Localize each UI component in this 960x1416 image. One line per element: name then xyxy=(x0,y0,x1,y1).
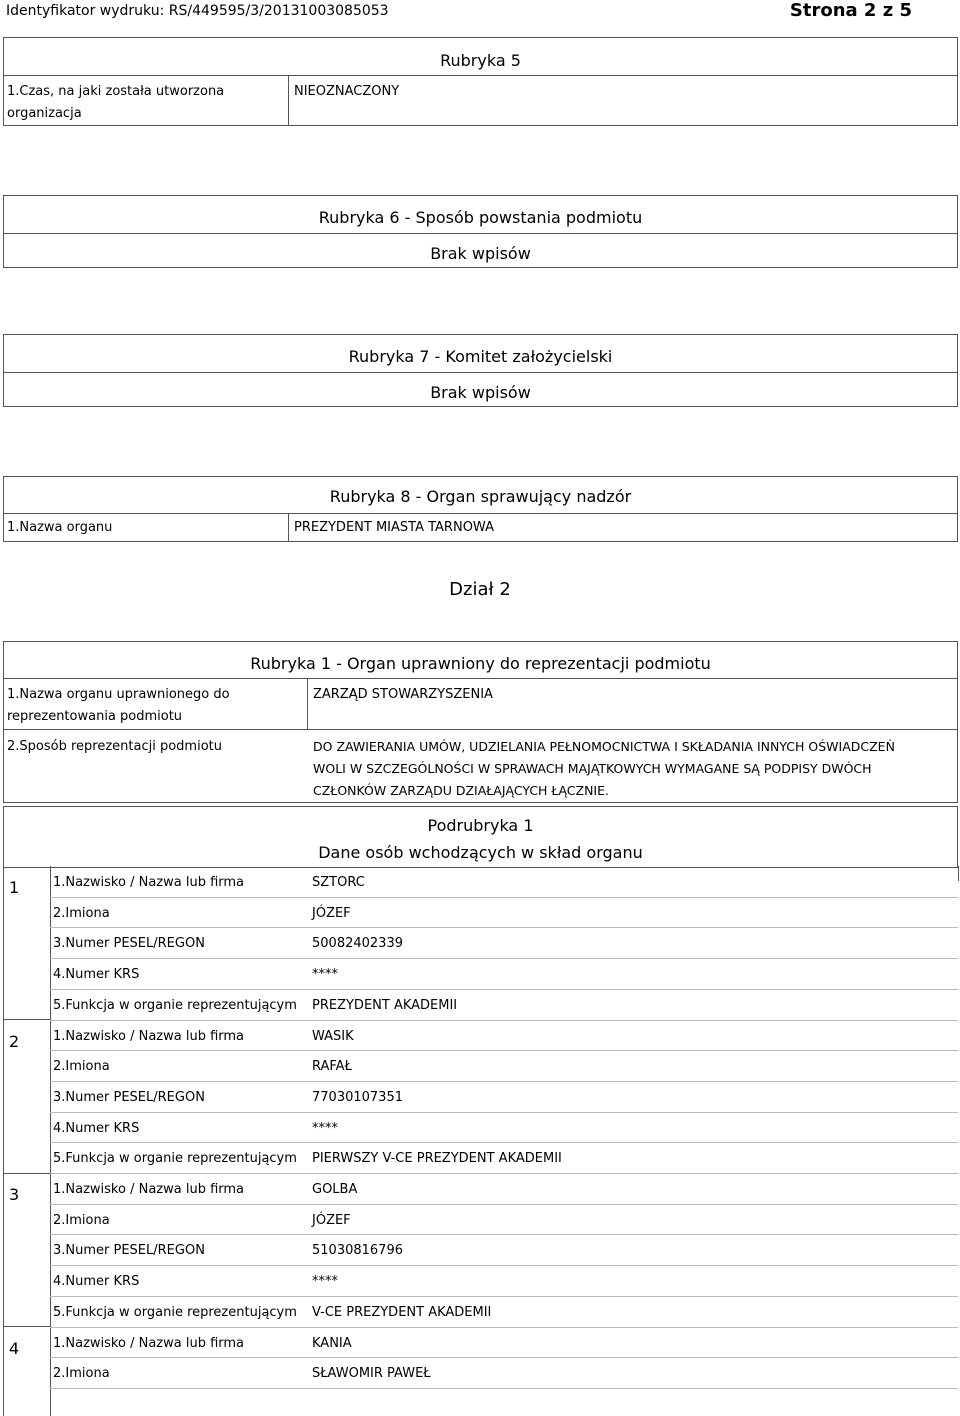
krs-label: 4.Numer KRS xyxy=(53,1274,140,1290)
krs-label: 4.Numer KRS xyxy=(53,967,140,983)
surname-label: 1.Nazwisko / Nazwa lub firma xyxy=(53,1182,245,1197)
surname-value: KANIA xyxy=(312,1335,352,1351)
surname-label: 1.Nazwisko / Nazwa lub firma xyxy=(53,1028,245,1044)
surname-value: SZTORC xyxy=(312,875,365,890)
krs-label: 4.Numer KRS xyxy=(53,1120,140,1136)
field-label: 1.Nazwa organu xyxy=(7,520,113,535)
rubryka-1-section xyxy=(3,641,958,803)
page-number: Strona 2 z 5 xyxy=(789,0,912,21)
pesel-value: 51030816796 xyxy=(312,1243,403,1259)
rubryka-6-title: Rubryka 6 - Sposób powstania podmiotu xyxy=(318,208,643,227)
field-label: 1.Czas, na jaki została utworzona organizacja xyxy=(7,84,225,121)
field-label: 1.Nazwa organu uprawnionego do reprezentowania podmiotu xyxy=(7,687,230,724)
field-value: PREZYDENT MIASTA TARNOWA xyxy=(294,520,494,535)
function-label: 5.Funkcja w organie reprezentującym xyxy=(53,1304,297,1320)
rubryka-6-section xyxy=(3,195,958,268)
rubryka-6-value: Brak wpisów xyxy=(430,244,531,263)
names-value: JÓZEF xyxy=(312,1212,351,1228)
rubryka-8-section xyxy=(3,476,958,542)
pesel-value: 50082402339 xyxy=(312,936,403,952)
krs-value: **** xyxy=(312,1274,338,1290)
surname-label: 1.Nazwisko / Nazwa lub firma xyxy=(53,1335,245,1351)
surname-value: GOLBA xyxy=(312,1182,358,1197)
function-label: 5.Funkcja w organie reprezentującym xyxy=(53,997,297,1013)
field-value: NIEOZNACZONY xyxy=(294,84,400,99)
function-value: V-CE PREZYDENT AKADEMII xyxy=(312,1304,492,1320)
surname-label: 1.Nazwisko / Nazwa lub firma xyxy=(53,875,245,890)
field-label: 2.Sposób reprezentacji podmiotu xyxy=(7,739,222,754)
function-value: PREZYDENT AKADEMII xyxy=(312,997,458,1013)
rubryka-8-title: Rubryka 8 - Organ sprawujący nadzór xyxy=(329,487,632,506)
rubryka-5-title: Rubryka 5 xyxy=(440,51,521,70)
rubryka-7-title: Rubryka 7 - Komitet założycielski xyxy=(348,347,613,366)
names-label: 2.Imiona xyxy=(53,905,110,921)
print-identifier: Identyfikator wydruku: RS/449595/3/20131003085053 xyxy=(6,3,389,19)
names-label: 2.Imiona xyxy=(53,1366,110,1382)
names-value: SŁAWOMIR PAWEŁ xyxy=(312,1366,431,1382)
names-label: 2.Imiona xyxy=(53,1059,110,1075)
rubryka-5-section xyxy=(3,37,958,126)
pesel-label: 3.Numer PESEL/REGON xyxy=(53,1243,205,1259)
names-value: RAFAŁ xyxy=(312,1059,352,1075)
function-label: 5.Funkcja w organie reprezentującym xyxy=(53,1151,297,1167)
dzial-title: Dział 2 xyxy=(449,579,511,600)
podrubryka-1-subtitle: Dane osób wchodzących w skład organu xyxy=(318,843,643,862)
person-number: 1 xyxy=(9,878,20,897)
person-number: 2 xyxy=(9,1031,20,1051)
names-value: JÓZEF xyxy=(312,905,351,921)
pesel-label: 3.Numer PESEL/REGON xyxy=(53,936,205,952)
function-value: PIERWSZY V-CE PREZYDENT AKADEMII xyxy=(312,1151,562,1167)
rubryka-7-section xyxy=(3,334,958,407)
podrubryka-1-title: Podrubryka 1 xyxy=(427,816,534,835)
pesel-label: 3.Numer PESEL/REGON xyxy=(53,1089,205,1105)
persons-table xyxy=(3,866,958,1416)
field-value: ZARZĄD STOWARZYSZENIA xyxy=(313,687,493,702)
surname-value: WASIK xyxy=(312,1028,354,1044)
person-number: 3 xyxy=(9,1185,20,1204)
rubryka-1-title: Rubryka 1 - Organ uprawniony do reprezentacji podmiotu xyxy=(250,654,711,673)
person-number: 4 xyxy=(9,1338,20,1358)
names-label: 2.Imiona xyxy=(53,1212,110,1228)
field-value: DO ZAWIERANIA UMÓW, UDZIELANIA PEŁNOMOCNICTWA I SKŁADANIA INNYCH OŚWIADCZEŃ WOLI W SZCZEGÓLNOŚCI W SPRAWACH MAJĄTKOWYCH WYMAGANE SĄ PODPISY DWÓCH CZŁONKÓW ZARZĄDU DZIAŁAJĄCYCH ŁĄCZNIE. xyxy=(313,739,895,798)
pesel-value: 77030107351 xyxy=(312,1089,403,1105)
rubryka-7-value: Brak wpisów xyxy=(430,383,531,402)
podrubryka-1-section xyxy=(3,806,958,868)
krs-value: **** xyxy=(312,967,338,983)
krs-value: **** xyxy=(312,1120,338,1136)
